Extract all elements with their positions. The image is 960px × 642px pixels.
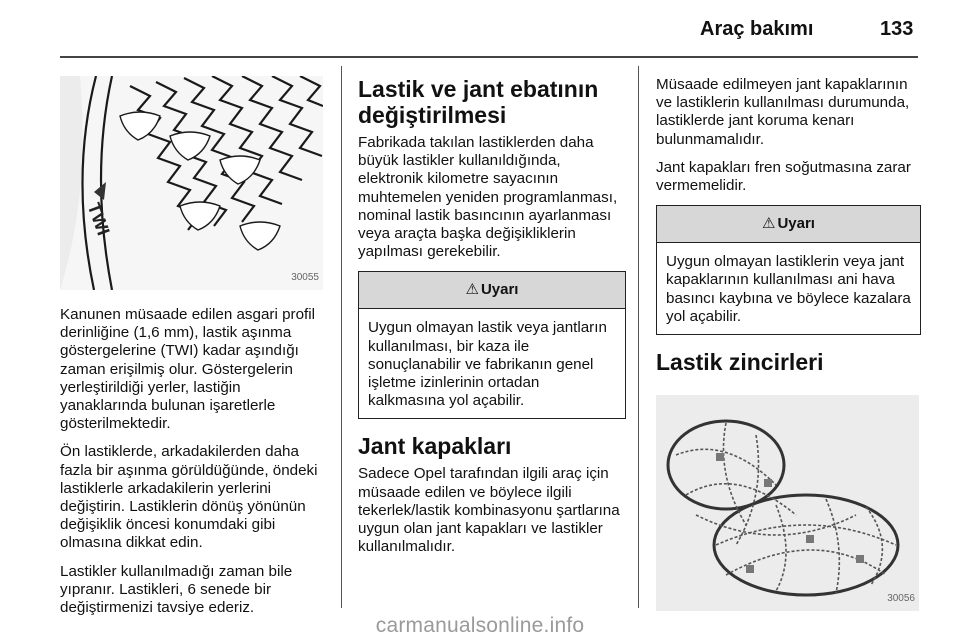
figure-number: 30055	[291, 271, 319, 283]
warning-title: Uyarı	[480, 281, 519, 299]
warning-text: Uygun olmayan lastik veya jantların kullanılması, bir kaza ile sonuçlanabilir ve fabrikanın genel işletme izinlerinin ortadan kalkmasına yol açabilir.	[368, 319, 607, 410]
warning-text: Uygun olmayan lastiklerin veya jant kapaklarının kullanılması ani hava basıncı kaybına ve böylece kazalara yol açabilir.	[666, 253, 911, 325]
column-3	[656, 76, 921, 611]
paragraph: Müsaade edilmeyen jant kapaklarının ve lastiklerin kullanılması durumunda, lastiklerde jant koruma kenarı bulunmamalıdır.	[656, 76, 910, 148]
column-2	[358, 76, 626, 566]
warning-box	[656, 205, 921, 335]
warning-header	[657, 206, 920, 243]
header-title: Araç bakımı	[700, 18, 814, 40]
paragraph: Kanunen müsaade edilen asgari profil derinliğine (1,6 mm), lastik aşınma göstergelerine (TWI) kadar aşındığı zaman erişilmiş olur. Göstergelerin yerleştirildiği yerler, lastiğin yanaklarında bulunan işaretlerle gösterilmektedir.	[60, 306, 315, 433]
warning-title: Uyarı	[777, 215, 815, 233]
tire-tread-figure	[60, 76, 323, 290]
warning-header	[359, 272, 625, 309]
paragraph: Lastikler kullanılmadığı zaman bile yıpranır. Lastikleri, 6 senede bir değiştirmenizi tavsiye ederiz.	[60, 562, 293, 617]
warning-box	[358, 271, 626, 419]
paragraph: Ön lastiklerde, arkadakilerden daha fazla bir aşınma görüldüğünde, öndeki lastiklerle arkadakilerin yerlerini değiştirin. Lastiklerin dönüş yönünün değişiklik öncesi konumdaki gibi olmasına dikkat edin.	[60, 443, 318, 552]
column-1	[60, 76, 328, 627]
paragraph: Sadece Opel tarafından ilgili araç için müsaade edilen ve böylece ilgili tekerlek/lastik kombinasyonu şartlarına uygun olan jant kapakları ve lastikler kullanılmalıdır.	[358, 465, 620, 556]
figure-number: 30056	[887, 592, 915, 604]
paragraph: Jant kapakları fren soğutmasına zarar vermemelidir.	[656, 158, 911, 195]
warning-icon: ⚠	[762, 215, 776, 233]
section-heading: Jant kapakları	[358, 433, 512, 460]
column-divider-2	[638, 66, 639, 608]
section-heading: Lastik ve jant ebatının değiştirilmesi	[358, 76, 599, 128]
page-number: 133	[880, 18, 914, 40]
snow-chain-figure	[656, 395, 919, 611]
column-divider-1	[341, 66, 342, 608]
tread-wear-label: TWI	[83, 200, 114, 238]
paragraph: Fabrikada takılan lastiklerden daha büyük lastikler kullanıldığında, elektronik kilometre sayacının muhtemelen yeniden programlanması, nominal lastik basıncının ayarlanması veya araçta başka değişikliklerin yapılması gerekebilir.	[358, 134, 618, 261]
watermark: carmanualsonline.info	[375, 614, 585, 637]
snow-chain-illustration	[656, 395, 919, 611]
header-divider	[60, 56, 918, 58]
warning-icon: ⚠	[465, 281, 479, 299]
tire-tread-illustration	[60, 76, 323, 290]
section-heading: Lastik zincirleri	[656, 349, 824, 376]
